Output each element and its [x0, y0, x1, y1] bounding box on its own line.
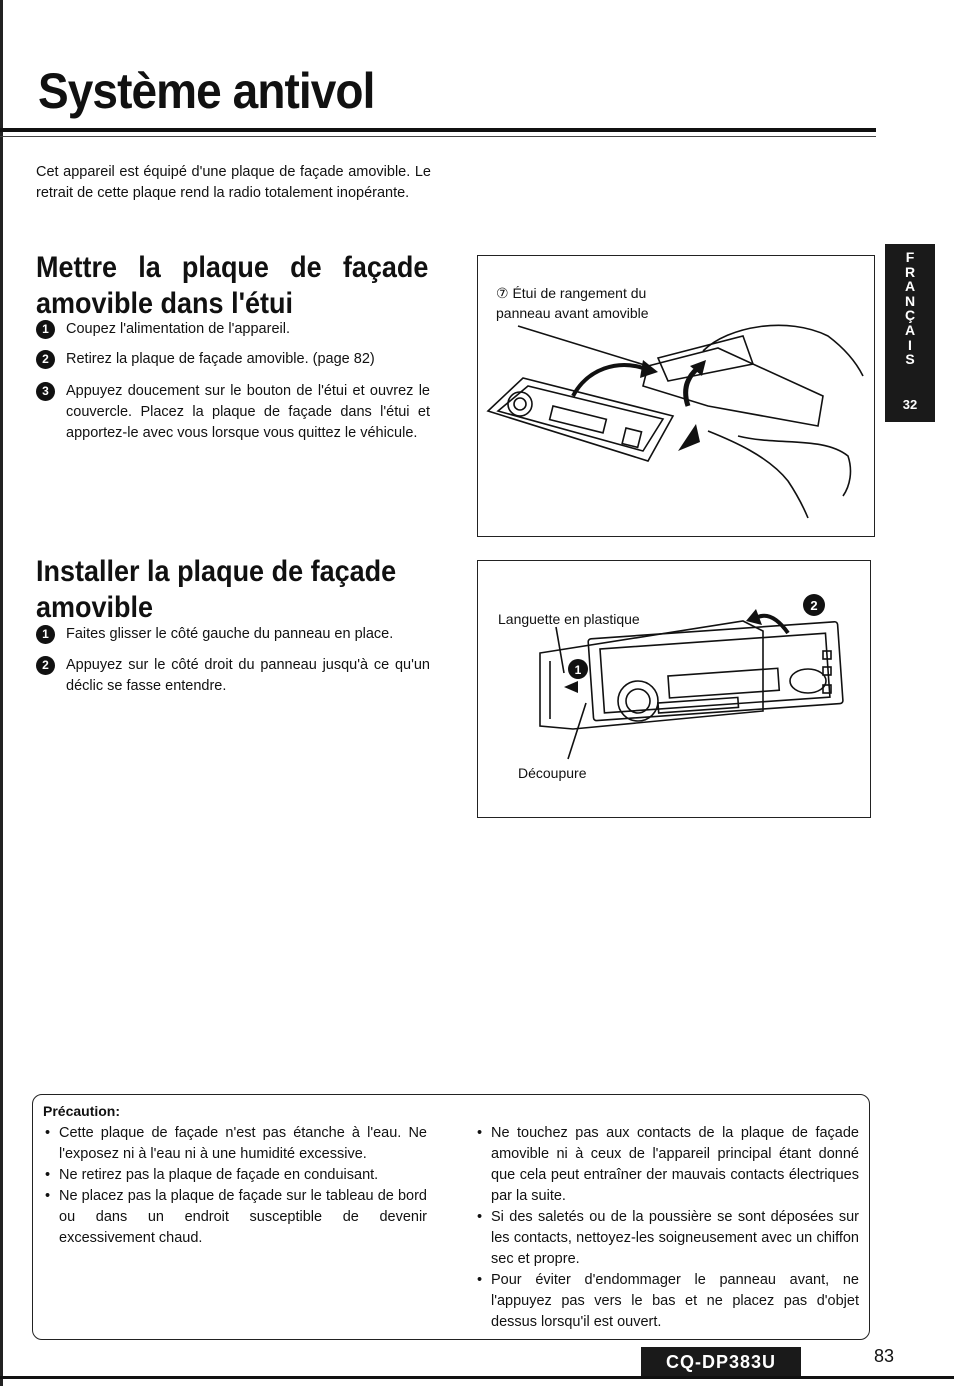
- title-rule: [0, 128, 876, 132]
- label-cutout: Découpure: [518, 765, 587, 781]
- caution-list-right: [475, 1123, 859, 1333]
- caution-item: • Ne placez pas la plaque de façade sur le tableau de bord ou dans un endroit susceptible de devenir excessivement chaud.: [43, 1186, 427, 1249]
- label-plastic-tab: Languette en plastique: [498, 611, 640, 627]
- intro-paragraph: Cet appareil est équipé d'une plaque de façade amovible. Le retrait de cette plaque rend la radio totalement inopérante.: [36, 164, 431, 201]
- left-margin-rule: [0, 0, 3, 1386]
- step-text: Coupez l'alimentation de l'appareil.: [66, 321, 290, 337]
- caution-item: • Cette plaque de façade n'est pas étanche à l'eau. Ne l'exposez ni à l'eau ni à une humidité excessive.: [43, 1123, 427, 1165]
- step-number-badge: 3: [36, 382, 55, 401]
- step-text: Retirez la plaque de façade amovible. (page 82): [66, 351, 375, 367]
- caution-title: Précaution:: [43, 1103, 121, 1119]
- step-number-badge: 2: [36, 350, 55, 369]
- caution-item: • Si des saletés ou de la poussière se sont déposées sur les contacts, nettoyez-les soigneusement avec un chiffon sec et propre.: [475, 1207, 859, 1270]
- page-number: 83: [874, 1346, 895, 1366]
- step-number-badge: 2: [36, 656, 55, 675]
- title-rule-thin: [0, 136, 876, 137]
- step-text: Faites glisser le côté gauche du panneau en place.: [66, 626, 394, 642]
- step-text: Appuyez sur le côté droit du panneau jusqu'à ce qu'un déclic se fasse entendre.: [66, 657, 430, 694]
- storage-case-illustration: [478, 256, 874, 536]
- step-number-badge: 1: [36, 625, 55, 644]
- section2-step-1: [36, 624, 430, 645]
- section1-step-1: [36, 319, 430, 340]
- caution-item: • Ne touchez pas aux contacts de la plaque de façade amovible ni à ceux de l'appareil principal étant donné que cela peut entraîner der mauvais contacts électriques par la suite.: [475, 1123, 859, 1207]
- caution-item: • Pour éviter d'endommager le panneau avant, ne l'appuyez pas vers le bas et ne placez pas d'objet dessus lorsqu'il est ouvert.: [475, 1270, 859, 1333]
- section2-heading: Installer la plaque de façade amovible: [36, 555, 397, 624]
- section1-heading: Mettre la plaque de façade amovible dans l'étui: [36, 251, 429, 320]
- marker-2: 2: [810, 598, 818, 613]
- section1-step-3: [36, 381, 430, 444]
- figure-install-faceplate: [477, 560, 871, 818]
- figure-caption-storage: ⑦ Étui de rangement du panneau avant amovible: [496, 285, 649, 321]
- caution-list-left: [43, 1123, 427, 1249]
- language-side-tab: [885, 244, 935, 422]
- caution-item: • Ne retirez pas la plaque de façade en conduisant.: [43, 1165, 427, 1186]
- bottom-rule: [0, 1376, 954, 1379]
- section2-step-2: [36, 655, 430, 697]
- step-text: Appuyez doucement sur le bouton de l'étui et ouvrez le couvercle. Placez la plaque de façade dans l'étui et apportez-le avec vous lorsque vous quittez le véhicule.: [66, 383, 430, 441]
- page-title: Système antivol: [38, 63, 375, 119]
- caution-box: [32, 1094, 870, 1340]
- marker-1: 1: [574, 663, 582, 677]
- install-illustration: [478, 561, 870, 817]
- section-page-number: 32: [902, 397, 918, 412]
- step-number-badge: 1: [36, 320, 55, 339]
- model-badge: CQ-DP383U: [641, 1347, 801, 1377]
- figure-storage-case: [477, 255, 875, 537]
- section1-step-2: [36, 349, 430, 370]
- language-letters: F R A N Ç A I S: [904, 249, 916, 368]
